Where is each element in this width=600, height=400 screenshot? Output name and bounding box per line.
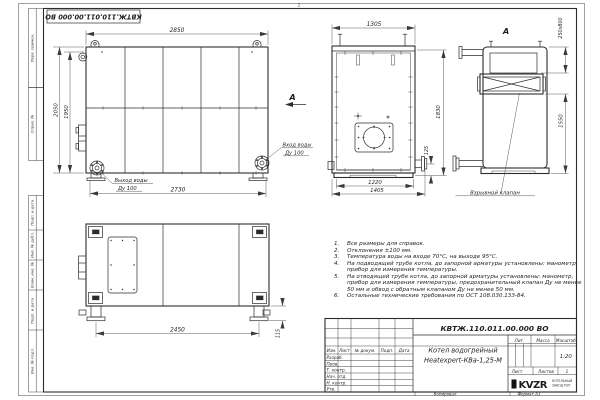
note-number: 5. [334, 273, 340, 280]
section-arrow-head-icon [285, 102, 293, 107]
dim-1550: 1550 [558, 114, 565, 128]
top-view-stub-left [79, 310, 86, 315]
col-data: Дата [398, 348, 410, 353]
note-number: 4. [334, 260, 340, 267]
note-number: 6. [334, 293, 340, 300]
frame-cell-podp-data-1: Подп. и дата [29, 199, 35, 226]
note-5 [334, 274, 586, 294]
copied-label: Копировал [433, 391, 457, 397]
col-list: Лист [339, 348, 350, 353]
mass-label: Масса [536, 337, 550, 343]
top-view [79, 224, 287, 338]
dim-1220: 1220 [368, 180, 382, 186]
kvzr-logo [512, 378, 573, 391]
dim-1830: 1830 [436, 105, 442, 119]
dim-1305: 1305 [366, 21, 382, 28]
dim-1950: 1950 [64, 105, 71, 119]
front-left-stub [328, 162, 334, 170]
section-left-stubs [453, 47, 483, 172]
section-arrow-label: А [289, 92, 296, 102]
top-view-feet [87, 306, 268, 321]
frame-cell-perv-primen: Перв. примен. [29, 33, 35, 63]
row-nachotd: Нач. отд. [326, 374, 347, 379]
target-cross-icon [354, 113, 390, 120]
frame-cell-inv-podl: Инв. № подл. [29, 347, 35, 375]
section-base [481, 168, 549, 174]
section-lug-pins [489, 41, 542, 47]
note-text: На отводящей трубе котла, до запорной арматуры установлены: манометр, прибор для измерения температуры, предохранительный клапан Ду не менее 50 мм и обвод с обратным клапаном Ду не менее 50 мм. [347, 273, 582, 293]
dim-125: 125 [425, 145, 430, 156]
title-doc-number: КВТЖ.110.011.00.000 ВО [440, 324, 549, 333]
note-number: 3. [334, 254, 340, 261]
note-text: Температура воды на входе 70°С, на выходе 95°С. [347, 254, 498, 261]
kvzr-logo-mark-icon [512, 380, 517, 389]
section-arrow [285, 92, 306, 107]
title-block-right [508, 335, 577, 392]
section-view-label: А [502, 26, 510, 36]
explosion-valve-callout [456, 93, 536, 196]
top-stamp [45, 10, 142, 23]
frame-cell-vzam-inv: Взам. инв. № [29, 262, 35, 288]
top-stamp-number: КВТЖ.110.011.00.000 ВО [45, 12, 142, 21]
dim-115: 115 [276, 328, 282, 339]
note-text: Остальные технические требования по ОСТ 108.030.133-84. [347, 293, 526, 300]
side-bracket [76, 125, 86, 151]
note-4 [334, 261, 586, 274]
format-label: Формат А3 [517, 391, 541, 397]
note-number: 2. [334, 247, 340, 254]
front-slot-left [357, 55, 360, 65]
dim-1405: 1405 [370, 187, 384, 194]
frame-cell-sprav-n: Справ. № [29, 114, 35, 134]
dim-2730: 2730 [170, 187, 186, 194]
scale-label: Масштаб [555, 337, 576, 343]
dim-2450: 2450 [170, 327, 185, 334]
row-utv: Утв. [326, 386, 336, 392]
front-slot-right [392, 55, 395, 65]
section-header-box [490, 53, 537, 73]
col-izm: Изм. [326, 348, 337, 353]
outlet-label: Выход воды [114, 178, 148, 184]
side-view [53, 28, 313, 197]
product-name-line2: Heatexpert-КВа-1,25-М [424, 356, 502, 365]
explosion-valve [478, 74, 546, 94]
note-text: На подводящей трубе котла, до запорной арматуры установлены: манометр, прибор для измерения температуры. [347, 260, 578, 274]
top-view-lugs [89, 227, 267, 304]
explosion-valve-label: Взрывной клапан [470, 190, 520, 197]
row-tkontr: Т. контр. [326, 367, 346, 373]
note-text: Все размеры для справок. [347, 241, 425, 247]
lit-label: Лит. [514, 337, 525, 343]
sheet-frame [19, 3, 585, 397]
front-lug-pins [338, 34, 407, 46]
product-name-line1: Котел водогрейный [428, 346, 498, 355]
burner-plate [355, 123, 393, 152]
top-view-dims [96, 299, 286, 339]
side-view-dims [53, 28, 268, 197]
inlet-label: Вход воды [282, 142, 312, 149]
front-view [328, 22, 447, 197]
note-text: Отклонения ±100 мм. [347, 247, 412, 254]
front-view-ticks [335, 51, 413, 172]
outlet-dn-label: Ду 100 [118, 185, 137, 192]
top-view-bracket [79, 256, 87, 279]
frame-cell-podp-data-2: Подп. и дата [29, 298, 35, 324]
title-block-header [327, 348, 410, 353]
sheets-value: 1 [565, 369, 569, 374]
product-name [424, 347, 502, 365]
kvzr-logo-text: KVZR [518, 380, 547, 391]
scale-value: 1:20 [559, 354, 572, 360]
section-view-a [453, 17, 569, 196]
row-nkontr: Н. контр. [326, 380, 347, 386]
company-line2: ЗАВОД РЭП [552, 383, 571, 388]
row-razrab: Разраб. [326, 355, 343, 360]
technical-notes [334, 241, 586, 300]
sheet-top-mark: 1 [297, 2, 301, 8]
company-line1: КОТЕЛЬНЫЙ [552, 379, 573, 383]
frame-cell-inv-dubl: Инв. № дубл. [29, 232, 35, 258]
inlet-callout [266, 142, 314, 160]
dim-250x800: 250x800 [559, 17, 564, 39]
front-right-pipe [415, 157, 427, 172]
frame-left-bottom-cells [29, 196, 44, 393]
sheet-label: Лист [511, 369, 523, 374]
dim-2850: 2850 [169, 27, 185, 34]
col-ndoc: № докум. [354, 348, 376, 353]
note-6 [334, 293, 586, 300]
section-view-dims [541, 17, 569, 173]
note-number: 1. [334, 241, 340, 247]
top-view-door [108, 237, 137, 293]
outlet-callout [100, 172, 153, 192]
inlet-dn-label: Ду 100 [285, 150, 304, 157]
title-block [325, 319, 577, 393]
lifting-lug-icon [91, 41, 261, 48]
row-prov: Пров. [326, 361, 339, 367]
frame-left-top-cells [29, 9, 44, 161]
sheets-label: Листов [538, 369, 554, 374]
dim-2050: 2050 [53, 103, 60, 117]
inlet-flange-icon [255, 156, 269, 170]
side-view-ticks [101, 51, 256, 174]
col-podp: Подп. [380, 348, 394, 353]
